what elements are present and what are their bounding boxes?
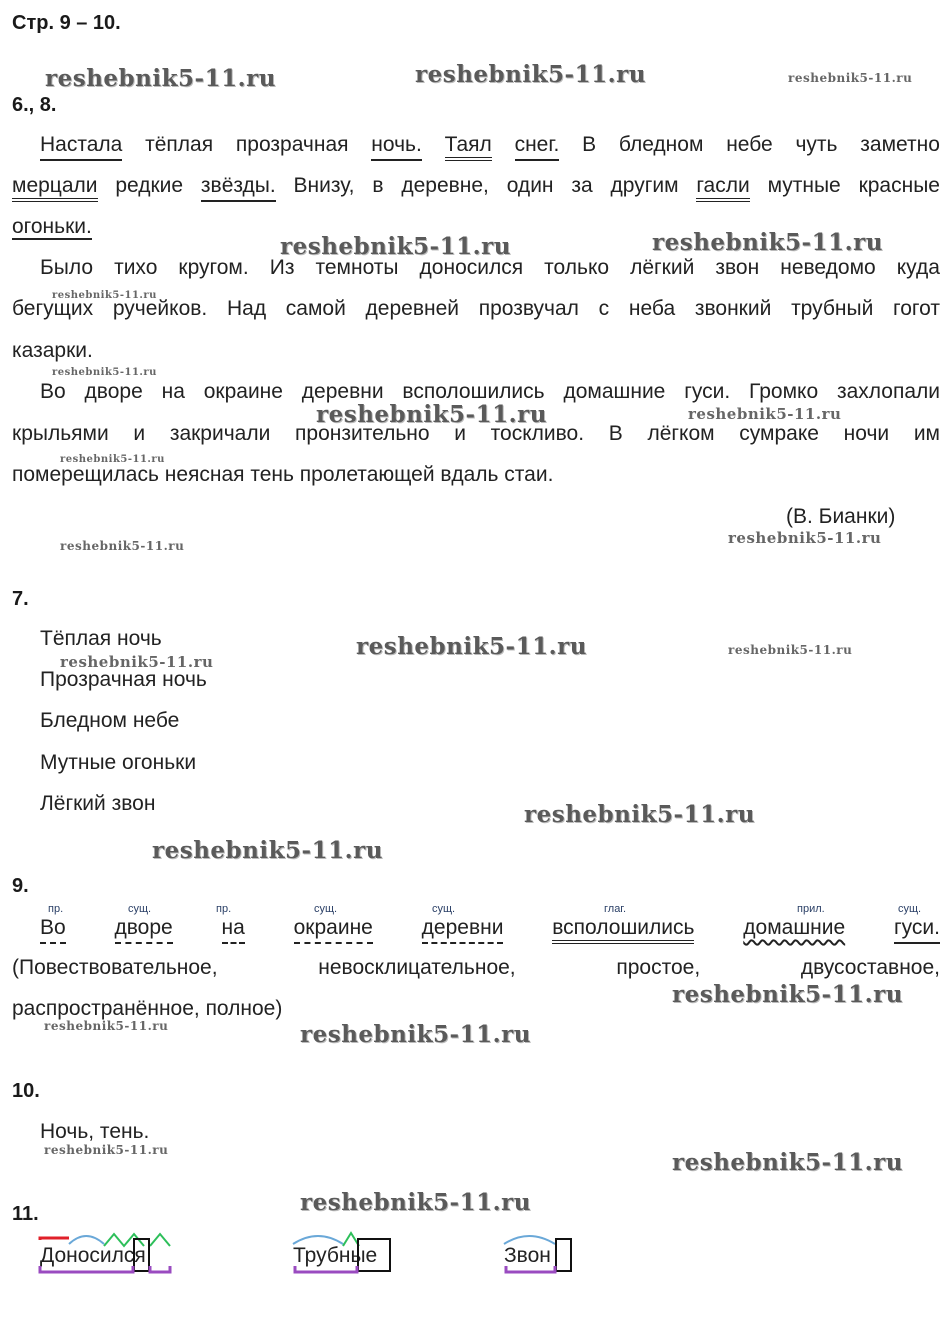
- word: мерцали: [12, 174, 98, 202]
- list-item: Лёгкий звон: [40, 792, 156, 815]
- watermark: reshebnik5-11.ru: [280, 233, 511, 260]
- word: дворе: [84, 380, 143, 403]
- answer: Ночь, тень.: [40, 1120, 150, 1143]
- word: Внизу,: [293, 174, 355, 197]
- word: ночи: [843, 422, 890, 445]
- watermark: reshebnik5-11.ru: [152, 837, 383, 864]
- word: Над: [226, 297, 267, 320]
- stem-mark: [295, 1266, 357, 1272]
- word: Настала: [40, 133, 122, 161]
- word: захлопали: [836, 380, 940, 403]
- word: им: [913, 422, 940, 445]
- word: Во: [40, 380, 66, 403]
- word: темноты: [315, 256, 399, 279]
- word: звёзды.: [201, 174, 276, 202]
- word: редкие: [115, 174, 184, 197]
- word: деревни: [301, 380, 384, 403]
- word: (Повествовательное,: [12, 956, 218, 979]
- word: красные: [858, 174, 940, 197]
- word: небе: [726, 133, 773, 156]
- list-item: Тёплая ночь: [40, 627, 162, 650]
- word: гасли: [696, 174, 749, 202]
- word: деревне,: [401, 174, 489, 197]
- word: закричали: [169, 422, 271, 445]
- word: и: [454, 422, 466, 445]
- word: окраине: [203, 380, 283, 403]
- pos-label: сущ.: [432, 903, 456, 915]
- watermark: reshebnik5-11.ru: [728, 643, 853, 657]
- text-line: [12, 216, 92, 237]
- morpheme-word: Трубные: [293, 1244, 378, 1267]
- word: мутные: [767, 174, 841, 197]
- list-item: Мутные огоньки: [40, 751, 197, 774]
- word: тоскливо.: [490, 422, 585, 445]
- watermark: reshebnik5-11.ru: [728, 529, 882, 547]
- word: бледном: [618, 133, 704, 156]
- watermark: reshebnik5-11.ru: [60, 653, 214, 671]
- word: куда: [896, 256, 940, 279]
- word: прозрачная: [235, 133, 349, 156]
- word: самой: [285, 297, 346, 320]
- pos-label: сущ.: [898, 903, 922, 915]
- exercise-label: 11.: [12, 1203, 39, 1225]
- word: пронзительно: [295, 422, 430, 445]
- ending-box: [556, 1239, 571, 1271]
- prefix-mark: [40, 1238, 69, 1240]
- word: на: [222, 916, 245, 944]
- word: на: [161, 380, 185, 403]
- exercise-label: 9.: [12, 875, 29, 897]
- root-arc: [293, 1236, 343, 1244]
- word: неведомо: [780, 256, 876, 279]
- stem-mark: [150, 1266, 170, 1272]
- word: Было: [40, 256, 94, 279]
- pos-label: прил.: [797, 903, 825, 915]
- watermark: reshebnik5-11.ru: [788, 71, 913, 85]
- parsed-sentence: [12, 916, 940, 944]
- text-line: [12, 133, 940, 161]
- pos-label: сущ.: [128, 903, 152, 915]
- word: Во: [40, 916, 66, 944]
- watermark: reshebnik5-11.ru: [356, 633, 587, 660]
- word: дворе: [115, 916, 173, 944]
- word: доносился: [419, 256, 524, 279]
- text-line: померещилась неясная тень пролетающей вдаль стаи.: [12, 463, 554, 486]
- suffix-mark: [150, 1234, 170, 1246]
- root-arc: [504, 1236, 555, 1244]
- word: В: [608, 422, 623, 445]
- word: гуси.: [894, 916, 940, 944]
- watermark: reshebnik5-11.ru: [52, 290, 157, 301]
- word: лёгкий: [630, 256, 695, 279]
- word: всполошились: [402, 380, 545, 403]
- text-line: [12, 956, 940, 980]
- word: прозвучал: [478, 297, 579, 320]
- word: деревней: [365, 297, 460, 320]
- word: домашние: [743, 916, 846, 939]
- watermark: reshebnik5-11.ru: [415, 61, 646, 88]
- word: бегущих: [12, 297, 94, 320]
- word: звонкий: [694, 297, 772, 320]
- watermark: reshebnik5-11.ru: [60, 539, 185, 553]
- watermark: reshebnik5-11.ru: [316, 401, 547, 428]
- author: (В. Бианки): [786, 505, 896, 528]
- stem-mark: [506, 1266, 555, 1272]
- watermark: reshebnik5-11.ru: [300, 1021, 531, 1048]
- word: Таял: [445, 133, 492, 161]
- watermark: reshebnik5-11.ru: [45, 65, 276, 92]
- word: трубный: [791, 297, 874, 320]
- word: В: [582, 133, 597, 156]
- ending-box: [358, 1239, 390, 1271]
- word: домашние: [563, 380, 666, 403]
- word: другим: [610, 174, 679, 197]
- word: и: [133, 422, 146, 445]
- list-item: Бледном небе: [40, 709, 180, 732]
- exercise-label: 7.: [12, 588, 29, 610]
- morpheme-marks: [0, 1230, 949, 1290]
- word: ручейков.: [112, 297, 208, 320]
- word: всполошились: [552, 916, 694, 944]
- word: огоньки.: [12, 215, 92, 238]
- exercise-label: 6., 8.: [12, 94, 57, 116]
- root-arc: [69, 1236, 104, 1244]
- word: крыльями: [12, 422, 109, 445]
- word: снег.: [515, 133, 560, 161]
- morpheme-word: Доносился: [40, 1244, 146, 1267]
- page-title: Стр. 9 – 10.: [12, 12, 121, 34]
- word: только: [544, 256, 610, 279]
- watermark: reshebnik5-11.ru: [652, 229, 883, 256]
- word: один: [506, 174, 554, 197]
- morpheme-word: Звон: [504, 1244, 551, 1267]
- word: с: [598, 297, 610, 320]
- watermark: reshebnik5-11.ru: [52, 367, 157, 378]
- word: тёплая: [145, 133, 214, 156]
- word: в: [372, 174, 384, 197]
- text-line: [12, 380, 940, 404]
- word: ночь.: [371, 133, 422, 161]
- text-line: [12, 256, 940, 280]
- word: двусоставное,: [800, 956, 940, 979]
- word: Громко: [749, 380, 819, 403]
- watermark: reshebnik5-11.ru: [524, 801, 755, 828]
- watermark: reshebnik5-11.ru: [672, 1149, 903, 1176]
- text-line: распространённое, полное): [12, 997, 283, 1020]
- text-line: [12, 297, 940, 321]
- word: Из: [269, 256, 295, 279]
- word: тихо: [114, 256, 158, 279]
- watermark: reshebnik5-11.ru: [672, 981, 903, 1008]
- word: за: [571, 174, 593, 197]
- word: кругом.: [178, 256, 249, 279]
- watermark: reshebnik5-11.ru: [300, 1189, 531, 1216]
- word: лёгком: [647, 422, 715, 445]
- word: гуси.: [684, 380, 731, 403]
- pos-label: глаг.: [604, 903, 627, 915]
- word: гогот: [893, 297, 940, 320]
- pos-label: сущ.: [314, 903, 338, 915]
- word: окраине: [294, 916, 373, 944]
- word: невосклицательное,: [318, 956, 516, 979]
- text-line: [12, 422, 940, 446]
- word: сумраке: [739, 422, 819, 445]
- word: деревни: [422, 916, 504, 944]
- pos-label: пр.: [48, 903, 64, 915]
- text-line: казарки.: [12, 339, 93, 362]
- suffix-mark: [343, 1233, 359, 1246]
- watermark: reshebnik5-11.ru: [60, 454, 165, 465]
- pos-label: пр.: [216, 903, 232, 915]
- exercise-label: 10.: [12, 1080, 40, 1102]
- word: чуть: [795, 133, 838, 156]
- list-item: Прозрачная ночь: [40, 668, 207, 691]
- word: заметно: [860, 133, 940, 156]
- watermark: reshebnik5-11.ru: [44, 1143, 169, 1157]
- word: простое,: [616, 956, 701, 979]
- text-line: [12, 174, 940, 202]
- watermark: reshebnik5-11.ru: [44, 1019, 169, 1033]
- stem-mark: [40, 1266, 133, 1272]
- watermark: reshebnik5-11.ru: [688, 405, 842, 423]
- word: звон: [715, 256, 760, 279]
- word: неба: [628, 297, 676, 320]
